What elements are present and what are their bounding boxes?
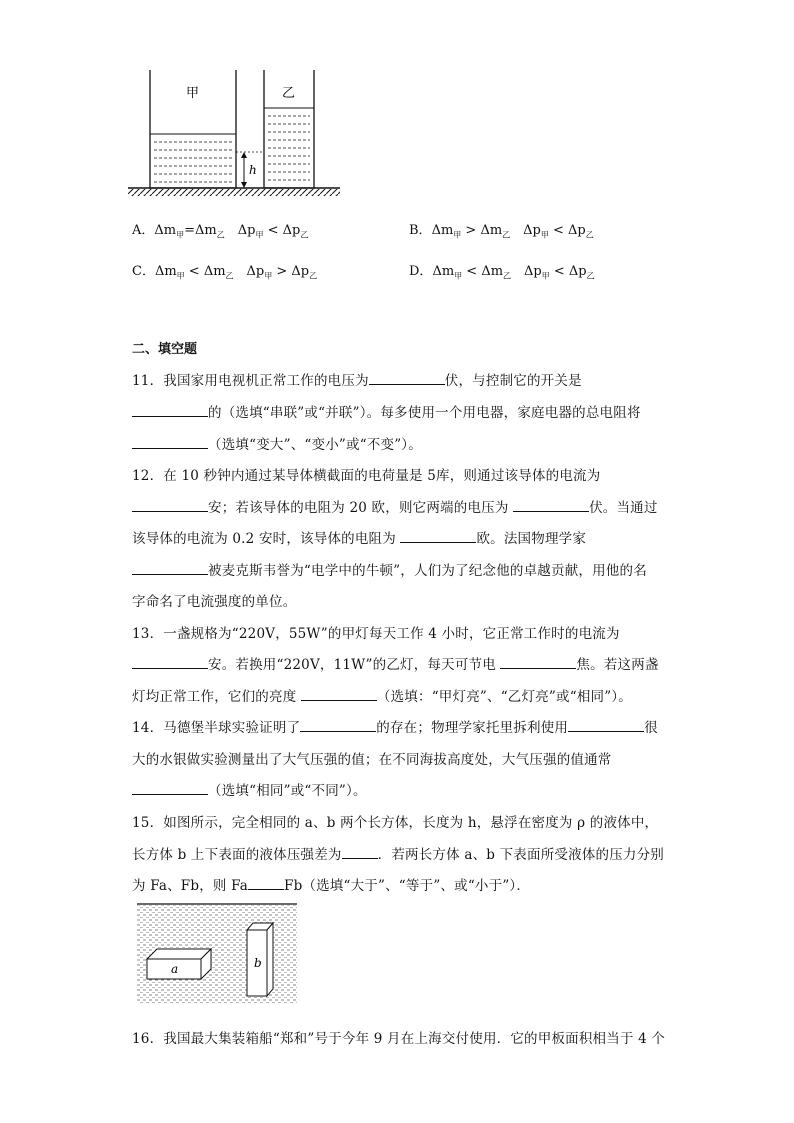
q14-blank1[interactable] [300, 717, 376, 732]
q14-blank2[interactable] [568, 717, 644, 732]
q11-blank3[interactable] [132, 434, 208, 449]
q12-blank3[interactable] [400, 528, 476, 543]
section-title: 二、填空题 [132, 342, 198, 357]
block-a [147, 949, 211, 979]
liquid-figure [137, 903, 299, 1005]
q13-line3: 灯均正常工作，它们的亮度 （选填：“甲灯亮”、“乙灯亮”或“相同”）。 [132, 685, 632, 705]
q12-line5: 字命名了电流强度的单位。 [132, 594, 297, 610]
q12-line3: 该导体的电流为 0.2 安时，该导体的电阻为 欧。法国物理学家 [132, 527, 586, 547]
q15-line1: 15．如图所示，完全相同的 a、b 两个长方体，长度为 h，悬浮在密度为 ρ 的液体中， [132, 815, 659, 831]
q14-line1: 14．马德堡半球实验证明了 的存在；物理学家托里拆利使用 很 [132, 716, 658, 736]
q11-line1: 11．我国家用电视机正常工作的电压为 伏，与控制它的开关是 [132, 369, 582, 389]
q12-line4: 被麦克斯韦誉为“电学中的牛顿”，人们为了纪念他的卓越贡献，用他的名 [132, 559, 647, 579]
q13-line1: 13．一盏规格为“220V，55W”的甲灯每天工作 4 小时，它正常工作时的电流为 [132, 626, 620, 642]
option-b[interactable]: B．$\Delta m_甲 > \Delta m_乙$ $\Delta p_甲 < \Delta p_乙$ [409, 223, 594, 240]
q12-blank1[interactable] [132, 497, 208, 512]
q13-blank1[interactable] [132, 654, 208, 669]
q15-blank1[interactable] [342, 844, 378, 859]
label-yi: 乙 [282, 86, 296, 101]
q11-blank1[interactable] [369, 370, 445, 385]
q13-line2: 安。若换用“220V，11W”的乙灯，每天可节电 焦。若这两盏 [132, 653, 659, 673]
q14-line2: 大的水银做实验测量出了大气压强的值；在不同海拔高度处，大气压强的值通常 [132, 752, 612, 768]
label-b: b [254, 956, 262, 970]
block-b [247, 923, 273, 996]
q14-blank3[interactable] [132, 780, 208, 795]
q11-line3: （选填“变大”、“变小”或“不变”）。 [132, 433, 422, 453]
q13-blank2[interactable] [500, 654, 576, 669]
option-c[interactable]: C．$\Delta m_甲 < \Delta m_乙$ $\Delta p_甲 > \Delta p_乙$ [132, 264, 318, 281]
option-d[interactable]: D．$\Delta m_甲 < \Delta m_乙$ $\Delta p_甲 < \Delta p_乙$ [409, 264, 595, 281]
q11-line2: 的（选填“串联”或“并联”）。每多使用一个用电器，家庭电器的总电阻将 [132, 401, 641, 421]
ground-hatch [128, 189, 340, 196]
label-jia: 甲 [186, 86, 200, 101]
q11-blank2[interactable] [132, 402, 208, 417]
q13-blank3[interactable] [301, 686, 377, 701]
q12-blank2[interactable] [513, 497, 589, 512]
container-figure [128, 62, 344, 198]
q14-line3: （选填“相同”或“不同”）。 [132, 779, 367, 799]
label-h: h [249, 163, 257, 177]
q16-line1: 16．我国最大集装箱船“郑和”号于今年 9 月在上海交付使用．它的甲板面积相当于 4 个 [132, 1031, 666, 1047]
q15-line3: 为 Fa、Fb，则 Fa Fb（选填“大于”、“等于”、或“小于”）． [132, 874, 530, 894]
label-a: a [171, 962, 179, 976]
q15-blank2[interactable] [248, 875, 284, 890]
q15-line2: 长方体 b 上下表面的液体压强差为 ．若两长方体 a、b 下表面所受液体的压力分别 [132, 843, 664, 863]
q12-line2: 安；若该导体的电阻为 20 欧，则它两端的电压为 伏。当通过 [132, 496, 658, 516]
q12-line1: 12．在 10 秒钟内通过某导体横截面的电荷量是 5库，则通过该导体的电流为 [132, 468, 601, 484]
option-a[interactable]: A．$\Delta m_甲=\Delta m_乙$ $\Delta p_甲 < \Delta p_乙$ [132, 223, 309, 240]
q12-blank4[interactable] [132, 560, 208, 575]
